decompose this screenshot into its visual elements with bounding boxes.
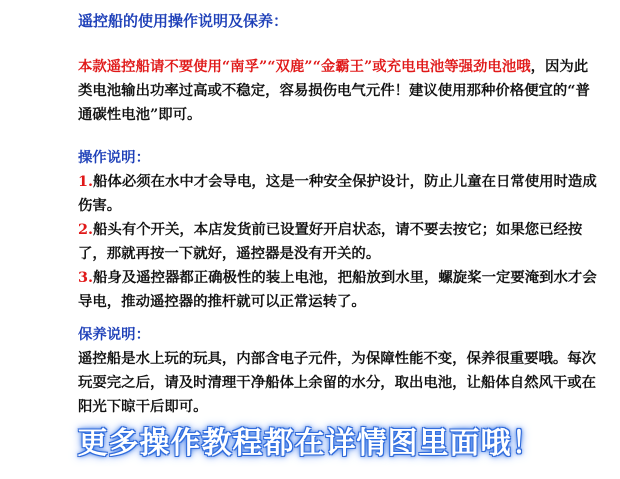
operation-item-number: 2. bbox=[78, 221, 94, 238]
operation-item-3 bbox=[78, 266, 598, 314]
battery-warning-reason: ，因为此类电池输出功率过高或不稳定，容易损伤电气元件！建议使用那种价格便宜的“普通碳性电池”即可。 bbox=[78, 58, 590, 123]
care-text: 遥控船是水上玩的玩具，内部含电子元件，为保障性能不变，保养很重要哦。每次玩耍完之后，请及时清理干净船体上余留的水分，取出电池，让船体自然风干或在阳光下晾干后即可。 bbox=[78, 350, 597, 415]
operation-item-number: 1. bbox=[78, 173, 94, 190]
operation-section-title: 操作说明： bbox=[78, 149, 150, 166]
promo-banner: 更多操作教程都在详情图里面哦！ bbox=[77, 426, 543, 461]
battery-warning-highlight: 本款遥控船请不要使用“南孚”“双鹿”“金霸王”或充电电池等强劲电池哦 bbox=[78, 58, 531, 75]
operation-item-number: 3. bbox=[78, 269, 94, 286]
operation-list bbox=[78, 170, 598, 314]
page-title: 遥控船的使用操作说明及保养： bbox=[78, 12, 289, 30]
operation-item-1 bbox=[78, 170, 598, 218]
operation-item-text: 船身及遥控器都正确极性的装上电池，把船放到水里，螺旋桨一定要淹到水才会导电，推动遥控器的推杆就可以正常运转了。 bbox=[78, 269, 597, 310]
operation-item-text: 船体必须在水中才会导电，这是一种安全保护设计，防止儿童在日常使用时造成伤害。 bbox=[78, 173, 597, 214]
battery-warning bbox=[78, 55, 598, 127]
operation-item-text: 船头有个开关，本店发货前已设置好开启状态，请不要去按它；如果您已经按了，那就再按一下就好，遥控器是没有开关的。 bbox=[78, 221, 583, 262]
care-section-title: 保养说明： bbox=[78, 326, 150, 343]
operation-item-2 bbox=[78, 218, 598, 266]
